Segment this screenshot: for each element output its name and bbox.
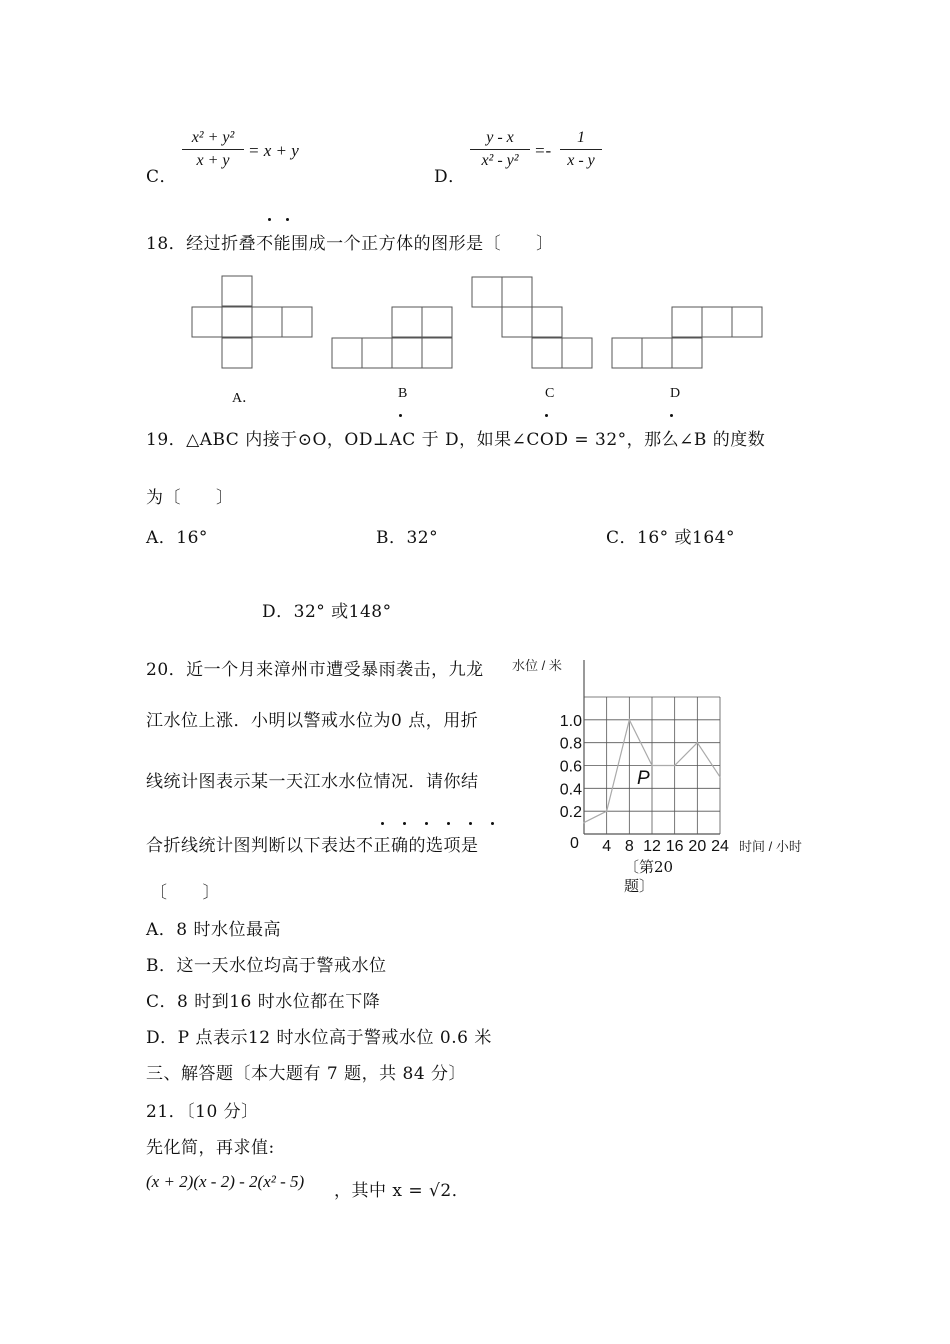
- q17-c-rhs: = x + y: [248, 141, 299, 160]
- net-c-caption: C: [545, 386, 555, 401]
- chart-y-tick-label: 0.4: [559, 781, 582, 799]
- chart-data-point: [583, 822, 585, 824]
- q18-stem: 18．经过折叠不能围成一个正方体的图形是〔 〕: [146, 234, 554, 254]
- q20-line2: 江水位上涨．小明以警戒水位为0 点，用折: [146, 711, 479, 731]
- chart-y-axis-label: 水位 / 米: [512, 658, 562, 673]
- q20-water-level-chart: [512, 650, 840, 900]
- chart-data-point: [606, 810, 608, 812]
- net-a: [192, 276, 312, 368]
- q17-d-numerator2: 1: [577, 129, 585, 146]
- net-d-caption: D: [670, 386, 681, 401]
- q19-option-b: B．32°: [376, 528, 439, 548]
- q21-instruction: 先化简，再求值:: [146, 1138, 275, 1158]
- chart-x-tick-label: 4: [602, 838, 612, 855]
- q21-expression: (x + 2)(x - 2) - 2(x² - 5): [146, 1172, 305, 1191]
- q20-option-a: A．8 时水位最高: [146, 920, 281, 940]
- chart-y-tick-label: 0.8: [559, 735, 582, 753]
- chart-x-tick-label: 16: [665, 838, 684, 855]
- q20-option-b: B．这一天水位均高于警戒水位: [146, 956, 387, 976]
- chart-x-tick-label: 24: [711, 838, 729, 855]
- q20-option-c: C．8 时到16 时水位都在下降: [146, 992, 381, 1012]
- q19-option-a: A．16°: [146, 528, 208, 548]
- chart-data-point: [719, 776, 721, 778]
- q21-condition: ，其中 x = √2．: [334, 1181, 470, 1201]
- chart-data-point: [629, 719, 631, 721]
- q19-option-c: C．16° 或164°: [606, 528, 735, 548]
- net-a-caption: A．: [232, 391, 257, 406]
- chart-x-tick-label: 12: [643, 838, 661, 855]
- q17-option-c-label: C．: [146, 167, 178, 187]
- q20-chart-caption: [624, 858, 673, 896]
- q20-line5: 〔 〕: [150, 883, 220, 903]
- q20-line1: 20．近一个月来漳州市遭受暴雨袭击，九龙: [146, 660, 484, 680]
- q20-line4: 合折线统计图判断以下表达不正确的选项是: [146, 836, 479, 856]
- chart-data-point: [674, 765, 676, 767]
- q19-option-d: D．32° 或148°: [262, 602, 392, 622]
- q20-line3: 线统计图表示某一天江水水位情况．请你结: [146, 772, 479, 792]
- net-c: [472, 277, 592, 368]
- chart-x-tick-label: 0: [570, 835, 579, 852]
- net-b-caption: B: [398, 386, 408, 401]
- q17-option-d-label: D．: [434, 167, 466, 187]
- q19-stem: 19．△ABC 内接于⊙O，OD⊥AC 于 D，如果∠COD = 32°，那么∠B 的度数: [146, 430, 766, 450]
- q17-d-denominator2: x - y: [567, 152, 595, 169]
- section3-heading: 三、解答题〔本大题有 7 题，共 84 分〕: [146, 1064, 467, 1084]
- q21-heading: 21．〔10 分〕: [146, 1102, 259, 1122]
- chart-x-axis-label: 时间 / 小时: [739, 839, 802, 854]
- q17-d-numerator: y - x: [486, 129, 514, 146]
- chart-y-tick-label: 1.0: [559, 712, 582, 730]
- chart-point-p-label: P: [637, 768, 650, 789]
- q19-stem-continued: 为〔 〕: [146, 488, 234, 508]
- net-d: [612, 307, 762, 368]
- chart-data-point: [697, 742, 699, 744]
- chart-x-tick-label: 8: [624, 838, 634, 855]
- net-b: [332, 307, 452, 368]
- chart-y-tick-label: 0.6: [559, 758, 582, 776]
- q17-c-numerator: x² + y²: [191, 129, 235, 146]
- chart-x-tick-label: 20: [688, 838, 707, 855]
- chart-y-tick-label: 0.2: [559, 804, 582, 822]
- q20-chart-caption-line1: 〔第20: [624, 858, 674, 876]
- q17-c-denominator: x + y: [196, 152, 230, 169]
- chart-data-point: [651, 765, 653, 767]
- q20-option-d: D．P 点表示12 时水位高于警戒水位 0.6 米: [146, 1028, 492, 1048]
- q18-cube-nets: [0, 0, 950, 400]
- q20-chart-caption-line2: 题〕: [624, 877, 655, 895]
- q17-d-equals: =-: [534, 141, 552, 160]
- q17-d-denominator: x² - y²: [481, 152, 519, 169]
